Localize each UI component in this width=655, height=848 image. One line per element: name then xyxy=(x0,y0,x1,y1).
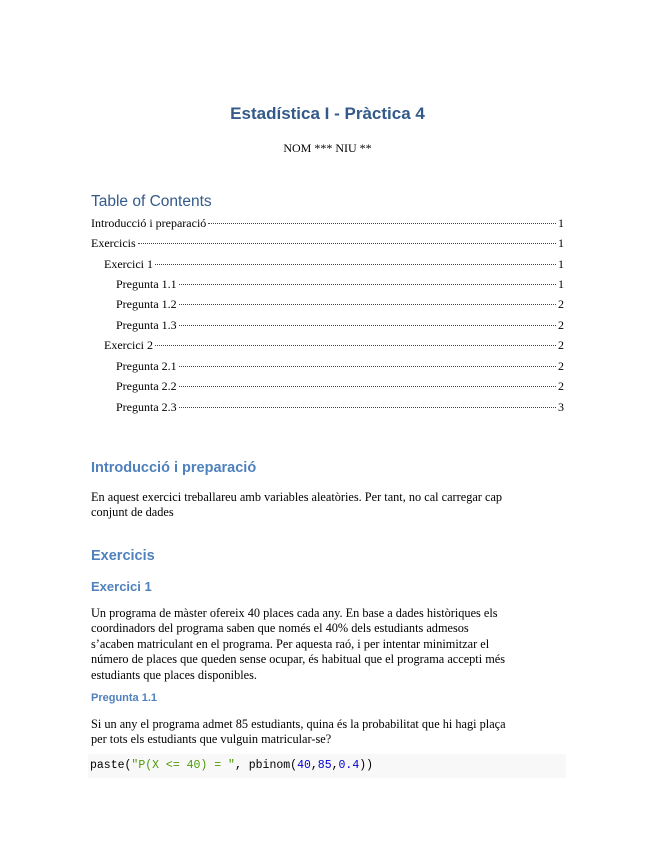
toc-leader-dots xyxy=(179,386,556,387)
toc-entry-label: Pregunta 2.3 xyxy=(116,400,177,414)
text-line: número de places que queden sense ocupar, és habitual que el programa accepti més xyxy=(91,652,506,667)
text-line: coordinadors del programa saben que només el 40% dels estudiants admesos xyxy=(91,621,469,636)
toc-entry-page: 2 xyxy=(558,379,564,393)
code-number: 85 xyxy=(317,759,332,772)
toc-entry-page: 2 xyxy=(558,297,564,311)
toc-entry-page: 3 xyxy=(558,400,564,414)
toc-leader-dots xyxy=(208,223,556,224)
toc-entry-label: Exercici 2 xyxy=(104,338,153,352)
toc-entry-label: Pregunta 2.2 xyxy=(116,379,177,393)
toc-leader-dots xyxy=(179,284,556,285)
heading-pregunta-1-1: Pregunta 1.1 xyxy=(91,692,158,704)
code-function: , pbinom( xyxy=(234,759,298,772)
toc-entry-page: 1 xyxy=(558,216,564,230)
document-title: Estadística I - Pràctica 4 xyxy=(230,104,425,123)
toc-entry-exercicis[interactable] xyxy=(91,236,564,252)
toc-entry-label: Introducció i preparació xyxy=(91,216,207,230)
toc-entry-pregunta-1-2[interactable] xyxy=(116,297,564,313)
heading-introduccio: Introducció i preparació xyxy=(91,460,257,476)
text-line: estudiants que places disponibles. xyxy=(91,667,257,682)
text-line: En aquest exercici treballareu amb variables aleatòries. Per tant, no cal carregar cap xyxy=(91,490,503,504)
toc-leader-dots xyxy=(179,366,556,367)
toc-entry-page: 1 xyxy=(558,277,564,291)
code-punct: , xyxy=(310,759,318,772)
code-punct: , xyxy=(331,759,339,772)
heading-exercici-1: Exercici 1 xyxy=(91,579,152,594)
pregunta-1-1-paragraph xyxy=(91,717,566,748)
toc-leader-dots xyxy=(179,325,556,326)
toc-entry-pregunta-2-3[interactable] xyxy=(116,400,564,416)
toc-entry-exercici-1[interactable] xyxy=(104,257,564,273)
toc-entry-label: Pregunta 2.1 xyxy=(116,359,177,373)
text-line: Si un any el programa admet 85 estudiants, quina és la probabilitat que hi hagi plaça xyxy=(91,717,506,731)
toc-entry-pregunta-2-1[interactable] xyxy=(116,359,564,375)
text-line: Un programa de màster ofereix 40 places cada any. En base a dades històriques els xyxy=(91,606,498,620)
text-line: conjunt de dades xyxy=(91,505,174,520)
text-line: per tots els estudiants que vulguin matricular-se? xyxy=(91,732,332,747)
text-line: s’acaben matriculant en el programa. Per aquesta raó, i per intentar minimitzar el xyxy=(91,636,490,651)
toc-entry-label: Exercici 1 xyxy=(104,257,153,271)
toc-entry-label: Pregunta 1.2 xyxy=(116,297,177,311)
document-author: NOM *** NIU ** xyxy=(283,141,372,155)
toc-entry-page: 2 xyxy=(558,318,564,332)
toc-entry-introduccio[interactable] xyxy=(91,216,564,232)
code-string: "P(X <= 40) = " xyxy=(131,759,235,772)
toc-entry-pregunta-1-1[interactable] xyxy=(116,277,564,293)
toc-entry-label: Exercicis xyxy=(91,236,136,250)
toc-leader-dots xyxy=(155,345,556,346)
toc-entry-pregunta-2-2[interactable] xyxy=(116,379,564,395)
toc-leader-dots xyxy=(179,407,556,408)
code-number: 40 xyxy=(297,759,311,772)
toc-entry-label: Pregunta 1.3 xyxy=(116,318,177,332)
toc-entry-page: 1 xyxy=(558,257,564,271)
code-punct: )) xyxy=(359,759,374,772)
intro-paragraph xyxy=(91,490,566,521)
toc-entry-exercici-2[interactable] xyxy=(104,338,564,354)
toc-heading: Table of Contents xyxy=(91,193,212,210)
toc-entry-page: 1 xyxy=(558,236,564,250)
toc-entry-pregunta-1-3[interactable] xyxy=(116,318,564,334)
code-block xyxy=(88,754,566,778)
code-function: paste( xyxy=(90,759,132,772)
toc-leader-dots xyxy=(155,264,556,265)
code-number: 0.4 xyxy=(338,759,360,772)
toc-leader-dots xyxy=(179,304,556,305)
toc-entry-label: Pregunta 1.1 xyxy=(116,277,177,291)
toc-entry-page: 2 xyxy=(558,338,564,352)
exercici-1-paragraph xyxy=(91,606,566,683)
heading-exercicis: Exercicis xyxy=(91,548,155,564)
toc-leader-dots xyxy=(138,243,556,244)
toc-entry-page: 2 xyxy=(558,359,564,373)
